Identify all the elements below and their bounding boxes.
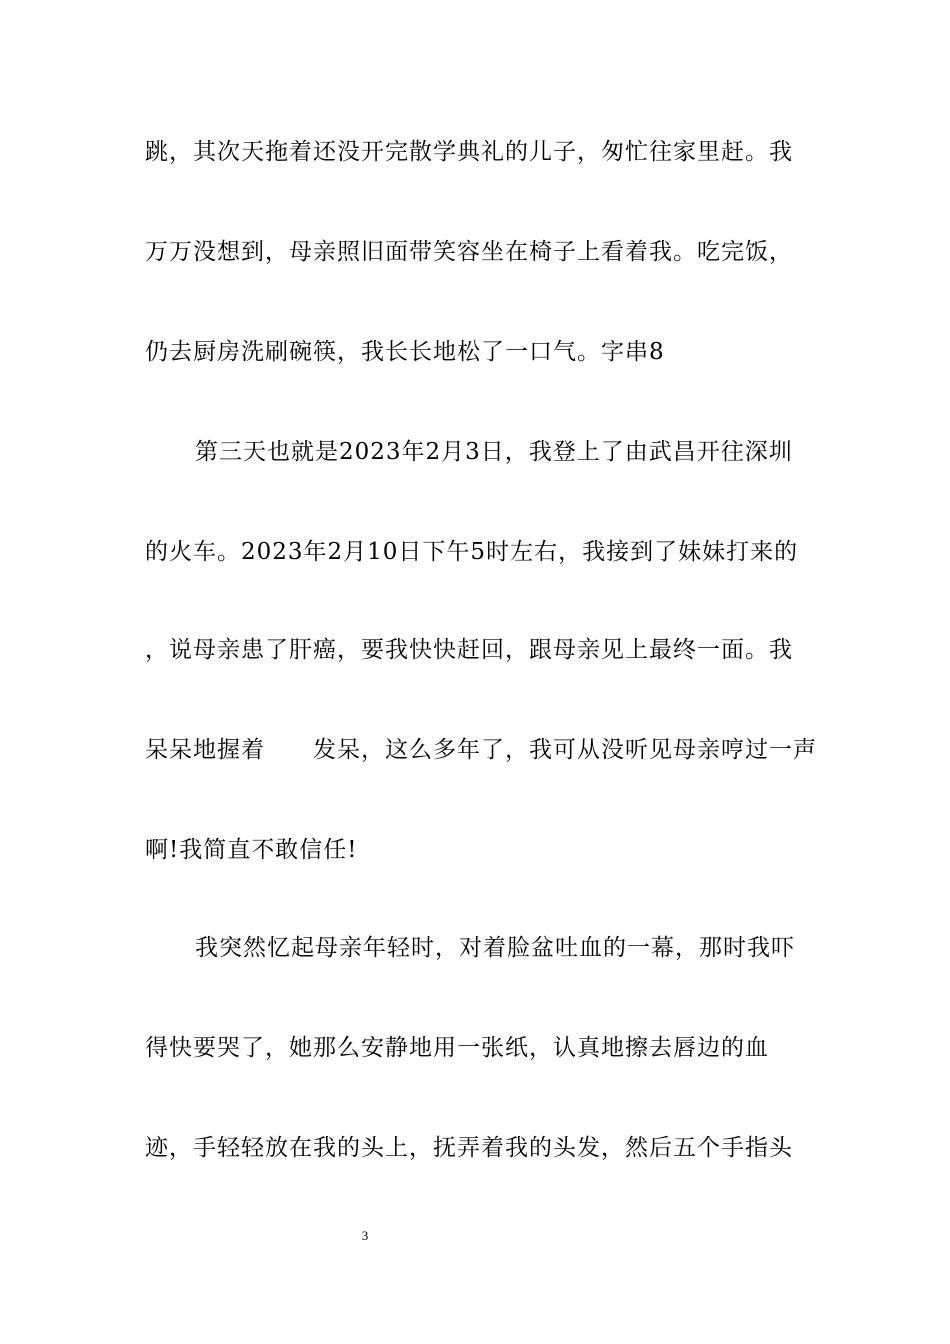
text-line-9: 我突然忆起母亲年轻时，对着脸盆吐血的一幕，那时我吓	[195, 935, 795, 961]
text-line-1: 跳，其次天拖着还没开完散学典礼的儿子，匆忙往家里赶。我	[145, 139, 793, 165]
text-line-2: 万万没想到，母亲照旧面带笑容坐在椅子上看着我。吃完饭，	[145, 239, 793, 265]
text-line-4: 第三天也就是2023年2月3日，我登上了由武昌开往深圳	[195, 439, 793, 465]
page-number: 3	[361, 1228, 369, 1243]
text-line-11: 迹，手轻轻放在我的头上，抚弄着我的头发，然后五个手指头	[145, 1135, 793, 1161]
text-line-7: 呆呆地握着 发呆，这么多年了，我可从没听见母亲哼过一声	[145, 737, 817, 763]
text-line-5: 的火车。2023年2月10日下午5时左右，我接到了妹妹打来的	[145, 539, 799, 565]
text-line-10: 得快要哭了，她那么安静地用一张纸，认真地擦去唇边的血	[145, 1035, 769, 1061]
text-line-6: ，说母亲患了肝癌，要我快快赶回，跟母亲见上最终一面。我	[145, 637, 793, 663]
text-line-3: 仍去厨房洗刷碗筷，我长长地松了一口气。字串8	[145, 339, 665, 365]
text-line-8: 啊!我简直不敢信任!	[145, 837, 358, 863]
